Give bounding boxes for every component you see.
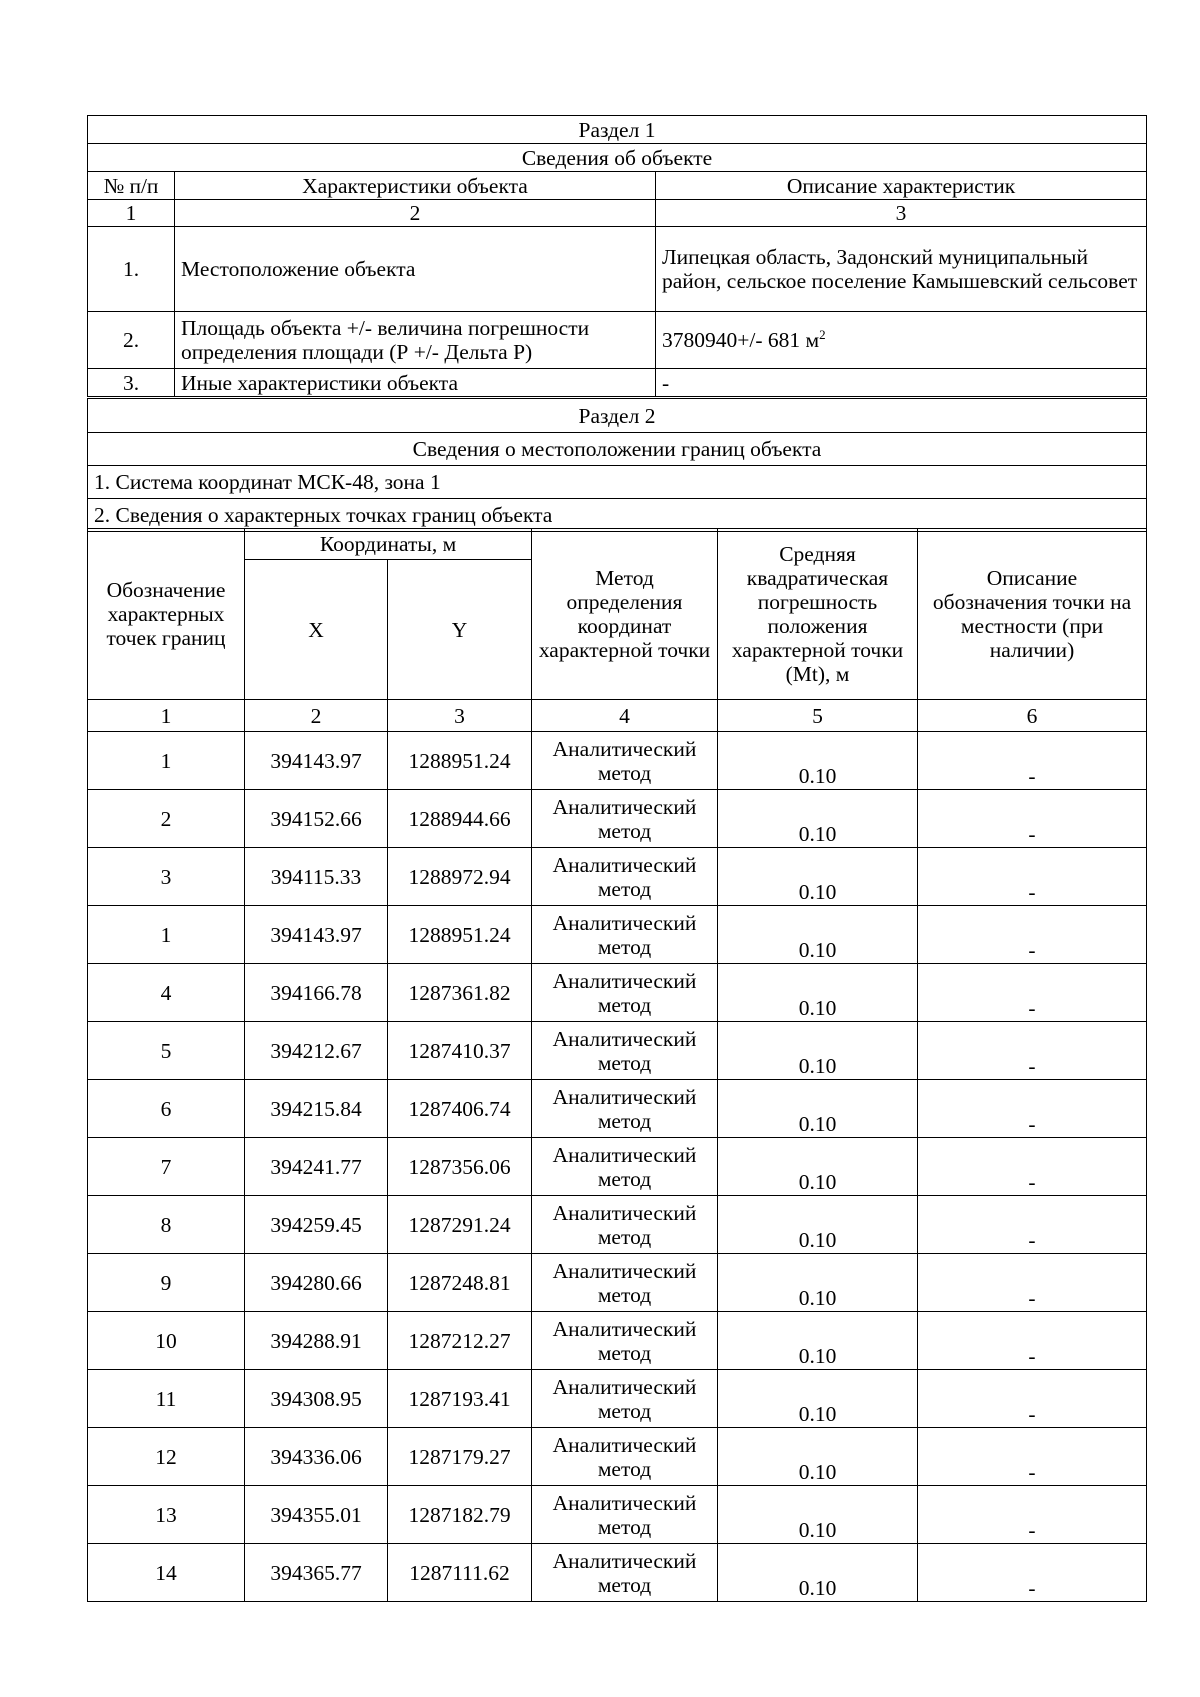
point-method: Аналитический метод: [532, 1486, 718, 1544]
point-desc: -: [918, 1022, 1147, 1080]
section1-subheading: Сведения об объекте: [88, 144, 1147, 172]
point-desc: -: [918, 964, 1147, 1022]
point-desc: -: [918, 790, 1147, 848]
point-desc: -: [918, 1486, 1147, 1544]
point-id: 14: [88, 1544, 245, 1602]
point-y: 1287356.06: [388, 1138, 532, 1196]
point-method: Аналитический метод: [532, 1312, 718, 1370]
col-number: 6: [918, 700, 1147, 732]
point-id: 9: [88, 1254, 245, 1312]
point-x: 394288.91: [245, 1312, 388, 1370]
point-y: 1287182.79: [388, 1486, 532, 1544]
point-id: 2: [88, 790, 245, 848]
point-y: 1287212.27: [388, 1312, 532, 1370]
table-row: [88, 1254, 1147, 1312]
table-row: [88, 732, 1147, 790]
point-x: 394336.06: [245, 1428, 388, 1486]
point-method: Аналитический метод: [532, 732, 718, 790]
point-id: 3: [88, 848, 245, 906]
point-id: 13: [88, 1486, 245, 1544]
point-mt: 0.10: [718, 964, 918, 1022]
point-y: 1287111.62: [388, 1544, 532, 1602]
point-id: 6: [88, 1080, 245, 1138]
table-row: [88, 848, 1147, 906]
point-mt: 0.10: [718, 848, 918, 906]
point-desc: -: [918, 1370, 1147, 1428]
table-row: [88, 1370, 1147, 1428]
header-method: Метод определения координат характерной точки: [532, 529, 718, 700]
point-y: 1288972.94: [388, 848, 532, 906]
point-mt: 0.10: [718, 1196, 918, 1254]
point-id: 1: [88, 906, 245, 964]
section2-heading: Раздел 2: [88, 399, 1147, 433]
point-x: 394115.33: [245, 848, 388, 906]
point-y: 1287248.81: [388, 1254, 532, 1312]
row-num: 3.: [88, 369, 175, 397]
table-row: [88, 790, 1147, 848]
row-name: Местоположение объекта: [175, 227, 656, 312]
point-desc: -: [918, 1428, 1147, 1486]
section1-table: [87, 115, 1147, 397]
col-header-description: Описание характеристик: [656, 172, 1147, 200]
coord-system: 1. Система координат МСК-48, зона 1: [88, 466, 1147, 499]
point-mt: 0.10: [718, 1080, 918, 1138]
table-row: [88, 1138, 1147, 1196]
point-method: Аналитический метод: [532, 1428, 718, 1486]
point-x: 394365.77: [245, 1544, 388, 1602]
point-desc: -: [918, 1138, 1147, 1196]
points-title: 2. Сведения о характерных точках границ объекта: [88, 499, 1147, 532]
point-id: 8: [88, 1196, 245, 1254]
point-mt: 0.10: [718, 1370, 918, 1428]
col-number: 4: [532, 700, 718, 732]
table-row: [88, 1486, 1147, 1544]
point-id: 4: [88, 964, 245, 1022]
point-method: Аналитический метод: [532, 1138, 718, 1196]
point-id: 7: [88, 1138, 245, 1196]
section2-table: [87, 398, 1147, 532]
point-method: Аналитический метод: [532, 906, 718, 964]
point-x: 394308.95: [245, 1370, 388, 1428]
point-method: Аналитический метод: [532, 1080, 718, 1138]
point-y: 1288944.66: [388, 790, 532, 848]
point-method: Аналитический метод: [532, 1196, 718, 1254]
table-row: [88, 1022, 1147, 1080]
point-y: 1287291.24: [388, 1196, 532, 1254]
point-mt: 0.10: [718, 1022, 918, 1080]
area-value: 3780940+/- 681 м: [662, 328, 820, 352]
point-desc: -: [918, 906, 1147, 964]
point-method: Аналитический метод: [532, 790, 718, 848]
row-name: Иные характеристики объекта: [175, 369, 656, 397]
point-x: 394355.01: [245, 1486, 388, 1544]
header-description: Описание обозначения точки на местности (при наличии): [918, 529, 1147, 700]
col-number: 3: [656, 200, 1147, 227]
table-row: [88, 964, 1147, 1022]
row-num: 2.: [88, 312, 175, 369]
table-row: [88, 1080, 1147, 1138]
point-mt: 0.10: [718, 1428, 918, 1486]
row-value: Липецкая область, Задонский муниципальный район, сельское поселение Камышевский сельсовет: [656, 227, 1147, 312]
point-y: 1287179.27: [388, 1428, 532, 1486]
row-value: -: [656, 369, 1147, 397]
point-method: Аналитический метод: [532, 1370, 718, 1428]
table-row: [88, 1428, 1147, 1486]
points-body: [88, 732, 1147, 1602]
point-method: Аналитический метод: [532, 1022, 718, 1080]
point-desc: -: [918, 1080, 1147, 1138]
point-id: 10: [88, 1312, 245, 1370]
col-number: 5: [718, 700, 918, 732]
point-mt: 0.10: [718, 1312, 918, 1370]
point-mt: 0.10: [718, 1254, 918, 1312]
point-method: Аналитический метод: [532, 1254, 718, 1312]
col-number: 2: [175, 200, 656, 227]
section2-subheading: Сведения о местоположении границ объекта: [88, 433, 1147, 466]
point-mt: 0.10: [718, 1486, 918, 1544]
point-y: 1287193.41: [388, 1370, 532, 1428]
col-number: 2: [245, 700, 388, 732]
header-coords: Координаты, м: [245, 529, 532, 560]
point-desc: -: [918, 1544, 1147, 1602]
point-desc: -: [918, 1312, 1147, 1370]
point-x: 394215.84: [245, 1080, 388, 1138]
point-desc: -: [918, 1254, 1147, 1312]
point-method: Аналитический метод: [532, 1544, 718, 1602]
table-row: [88, 1544, 1147, 1602]
point-x: 394280.66: [245, 1254, 388, 1312]
point-method: Аналитический метод: [532, 964, 718, 1022]
point-id: 11: [88, 1370, 245, 1428]
point-mt: 0.10: [718, 1138, 918, 1196]
header-error: Средняя квадратическая погрешность положения характерной точки (Mt), м: [718, 529, 918, 700]
point-id: 5: [88, 1022, 245, 1080]
col-number: 1: [88, 200, 175, 227]
point-x: 394212.67: [245, 1022, 388, 1080]
point-x: 394143.97: [245, 906, 388, 964]
row-value: [656, 312, 1147, 369]
row-name: Площадь объекта +/- величина погрешности определения площади (Р +/- Дельта Р): [175, 312, 656, 369]
point-y: 1287406.74: [388, 1080, 532, 1138]
point-mt: 0.10: [718, 906, 918, 964]
table-row: [88, 1196, 1147, 1254]
point-desc: -: [918, 848, 1147, 906]
point-desc: -: [918, 732, 1147, 790]
point-x: 394166.78: [245, 964, 388, 1022]
col-number: 3: [388, 700, 532, 732]
point-x: 394152.66: [245, 790, 388, 848]
point-method: Аналитический метод: [532, 848, 718, 906]
table-row: [88, 1312, 1147, 1370]
col-number: 1: [88, 700, 245, 732]
col-header-num: № п/п: [88, 172, 175, 200]
header-designation: Обозначение характерных точек границ: [88, 529, 245, 700]
area-unit-exponent: 2: [819, 326, 826, 342]
point-x: 394143.97: [245, 732, 388, 790]
table-row: [88, 906, 1147, 964]
header-x: X: [245, 560, 388, 700]
point-y: 1287361.82: [388, 964, 532, 1022]
point-y: 1287410.37: [388, 1022, 532, 1080]
point-mt: 0.10: [718, 1544, 918, 1602]
row-num: 1.: [88, 227, 175, 312]
points-table: [87, 528, 1147, 1602]
header-y: Y: [388, 560, 532, 700]
col-header-characteristics: Характеристики объекта: [175, 172, 656, 200]
point-y: 1288951.24: [388, 906, 532, 964]
point-x: 394259.45: [245, 1196, 388, 1254]
section1-heading: Раздел 1: [88, 116, 1147, 144]
point-x: 394241.77: [245, 1138, 388, 1196]
point-desc: -: [918, 1196, 1147, 1254]
point-y: 1288951.24: [388, 732, 532, 790]
point-id: 1: [88, 732, 245, 790]
point-mt: 0.10: [718, 790, 918, 848]
point-mt: 0.10: [718, 732, 918, 790]
point-id: 12: [88, 1428, 245, 1486]
